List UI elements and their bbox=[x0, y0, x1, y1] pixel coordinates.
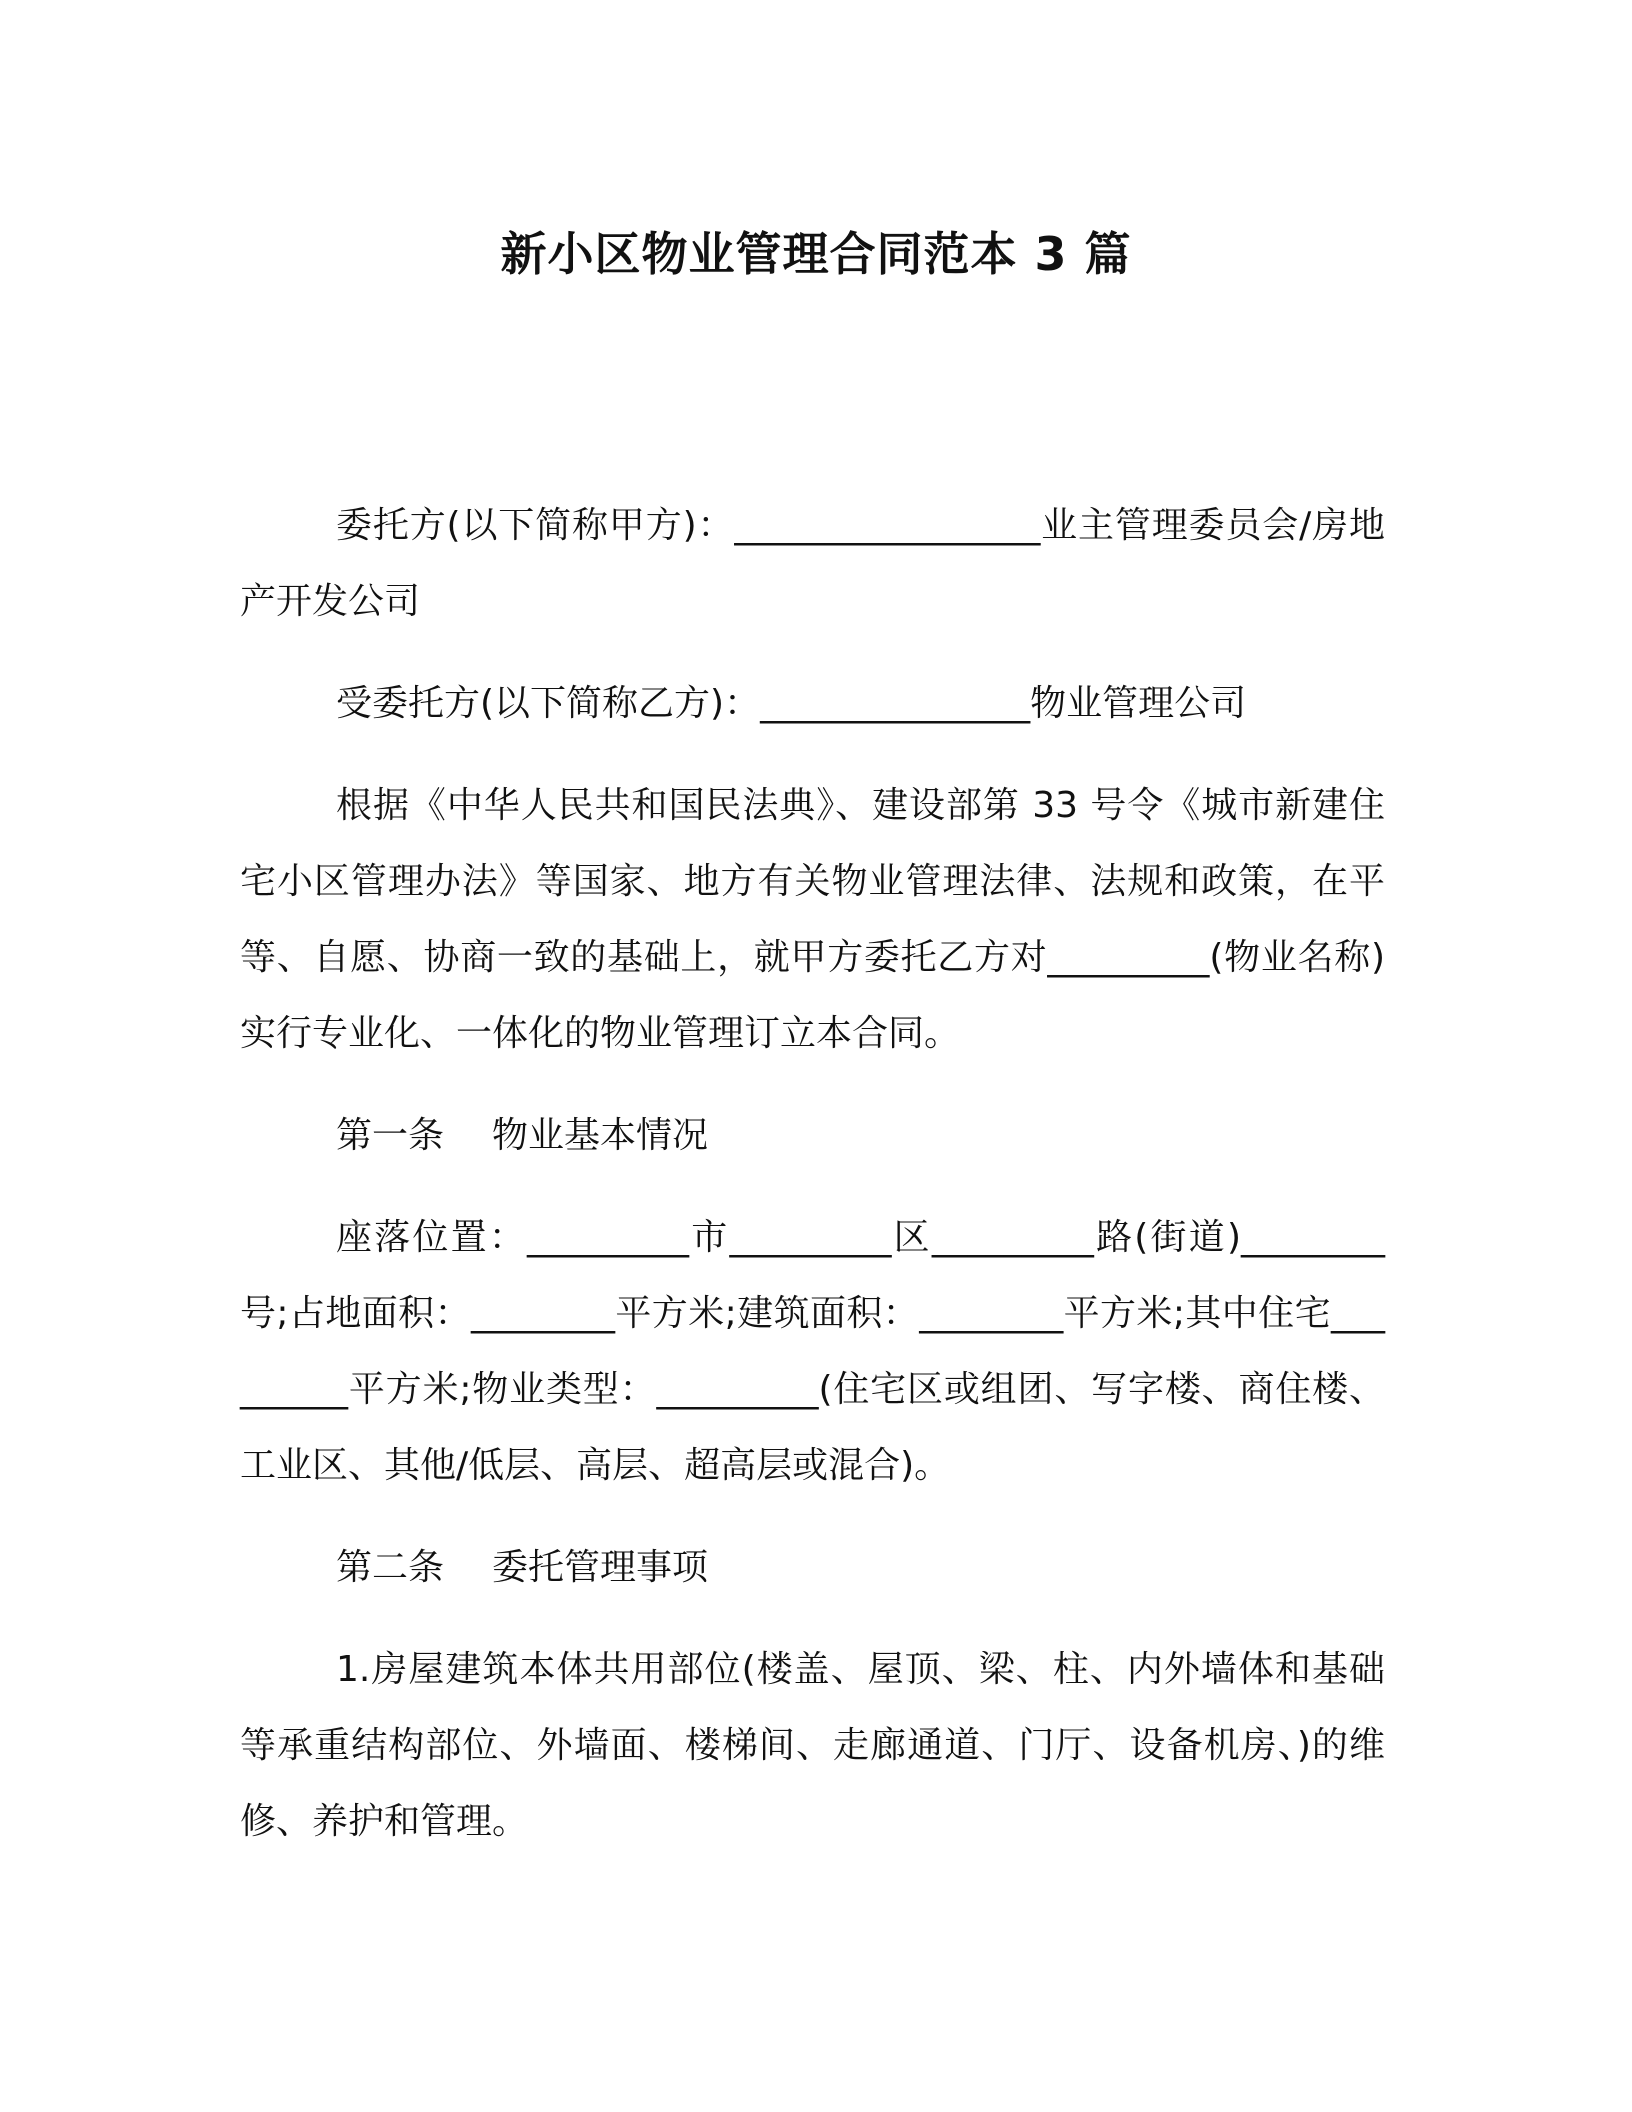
preamble-paragraph: 根据《中华人民共和国民法典》、建设部第 33 号令《城市新建住宅小区管理办法》等国家、地方有关物业管理法律、法规和政策，在平等、自愿、协商一致的基础上，就甲方委托乙方对_________(物业名称)实行专业化、一体化的物业管理订立本合同。 bbox=[240, 785, 1385, 1054]
document-title: 新小区物业管理合同范本 3 篇 bbox=[500, 227, 1132, 281]
article-2-title: 委托管理事项 bbox=[492, 1547, 709, 1588]
article-2-item-1: 1.房屋建筑本体共用部位(楼盖、屋顶、梁、柱、内外墙体和基础等承重结构部位、外墙面、楼梯间、走廊通道、门厅、设备机房、)的维修、养护和管理。 bbox=[240, 1649, 1385, 1842]
article-2-heading bbox=[240, 1530, 1385, 1606]
article-1-number: 第一条 bbox=[336, 1115, 445, 1156]
party-a-paragraph: 委托方(以下简称甲方)：_________________业主管理委员会/房地产开发公司 bbox=[240, 505, 1385, 622]
party-b-paragraph: 受委托方(以下简称乙方)：_______________物业管理公司 bbox=[336, 683, 1247, 724]
article-2-number: 第二条 bbox=[336, 1547, 445, 1588]
article-1-title: 物业基本情况 bbox=[492, 1115, 709, 1156]
article-1-heading bbox=[240, 1098, 1385, 1174]
article-1-text: 座落位置：_________市_________区_________路(街道)________号;占地面积：________平方米;建筑面积：________平方米;其中住宅_________平方米;物业类型：_________(住宅区或组团、写字楼、商住楼、工业区、其他/低层、高层、超高层或混合)。 bbox=[240, 1217, 1385, 1486]
document-body bbox=[240, 488, 1385, 1886]
